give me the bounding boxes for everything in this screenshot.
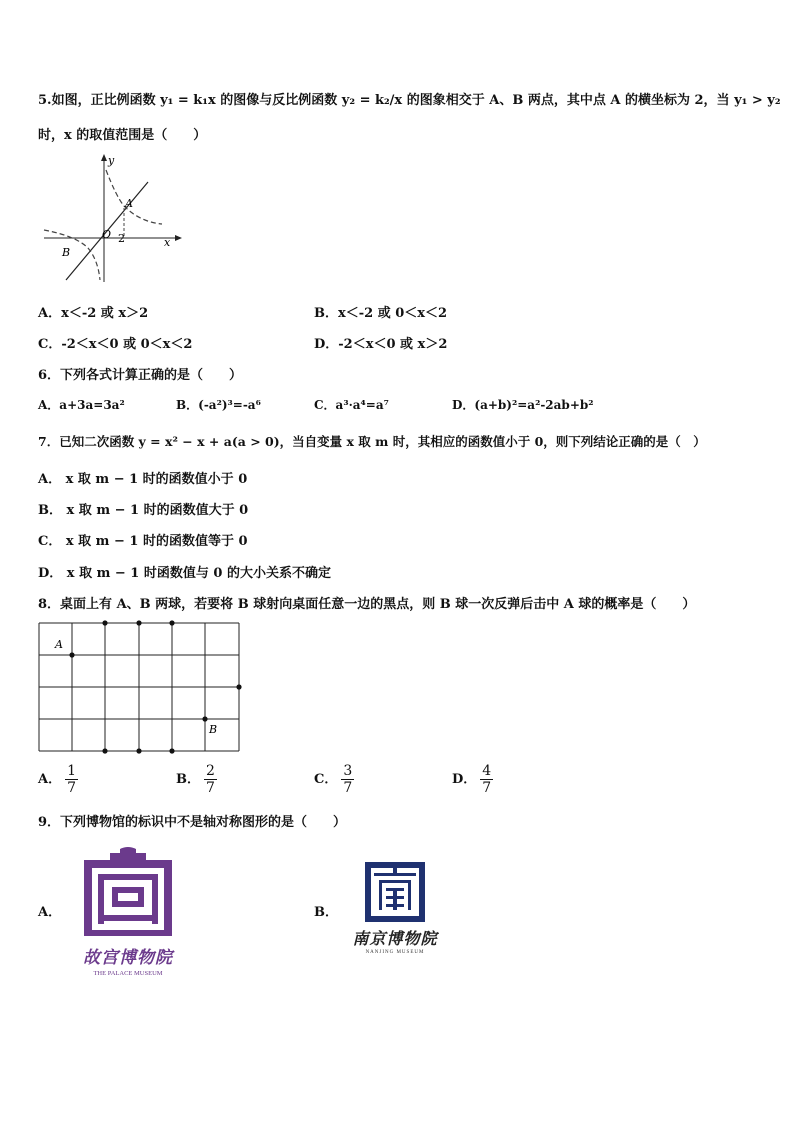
q8-option-a-fraction xyxy=(65,763,78,796)
palace-museum-cn: 故宫博物院 xyxy=(83,948,173,968)
q6-option-c[interactable]: C．a³·a⁴=a⁷ xyxy=(314,398,389,412)
q6-stem: 6．下列各式计算正确的是（ ） xyxy=(38,368,243,383)
q8-grid xyxy=(36,620,246,755)
q8-label-a: A xyxy=(55,638,63,651)
q8-option-d-num: 4 xyxy=(482,763,492,779)
nanjing-museum-cn: 南京博物院 xyxy=(352,929,438,948)
q8-option-a-den: 7 xyxy=(67,780,77,796)
nanjing-museum-logo-icon xyxy=(365,862,425,922)
q5-stem-line1: 5.如图，正比例函数 y₁ = k₁x 的图像与反比例函数 y₂ = k₂/x 的图象相交于 A、B 两点，其中点 A 的横坐标为 2，当 y₁ > y₂ xyxy=(38,93,781,108)
q5-point-b: B xyxy=(62,246,71,259)
q8-option-d-prefix: D． xyxy=(452,772,477,787)
palace-museum-logo-icon xyxy=(62,845,194,937)
q9-option-a-logo[interactable] xyxy=(62,845,194,977)
q8-option-b-den: 7 xyxy=(206,780,215,796)
q8-option-b-prefix: B． xyxy=(176,772,200,787)
q5-point-a: A xyxy=(125,197,133,210)
q5-option-c[interactable]: C．-2＜x＜0 或 0＜x＜2 xyxy=(38,337,193,352)
q6-option-d[interactable]: D．(a+b)²=a²-2ab+b² xyxy=(452,398,594,412)
q8-option-a-num: 1 xyxy=(67,763,77,779)
q5-stem-line2: 时，x 的取值范围是（ ） xyxy=(38,128,207,143)
q8-label-b: B xyxy=(209,723,218,736)
q8-option-c[interactable] xyxy=(314,763,354,796)
q8-option-b-fraction xyxy=(204,763,217,796)
q5-x-label: x xyxy=(164,236,171,249)
q8-option-b-num: 2 xyxy=(206,763,215,779)
q5-graph xyxy=(36,152,186,287)
q8-stem: 8．桌面上有 A、B 两球，若要将 B 球射向桌面任意一边的黑点，则 B 球一次反弹后击中 A 球的概率是（ ） xyxy=(38,597,696,612)
q8-option-c-den: 7 xyxy=(343,780,353,796)
q8-option-b[interactable] xyxy=(176,763,217,796)
q7-option-d[interactable]: D． x 取 m − 1 时函数值与 0 的大小关系不确定 xyxy=(38,566,331,581)
q9-stem: 9．下列博物馆的标识中不是轴对称图形的是（ ） xyxy=(38,815,347,830)
q8-option-c-fraction xyxy=(341,763,354,796)
q8-option-d-den: 7 xyxy=(482,780,492,796)
q8-option-c-prefix: C． xyxy=(314,772,338,787)
palace-museum-en: THE PALACE MUSEUM xyxy=(93,970,163,977)
q5-option-d[interactable]: D．-2＜x＜0 或 x＞2 xyxy=(314,337,448,352)
q8-option-c-num: 3 xyxy=(343,763,353,779)
q5-tick-2: 2 xyxy=(118,232,125,245)
q9-option-b-logo[interactable] xyxy=(340,862,450,957)
q5-option-b[interactable]: B．x＜-2 或 0＜x＜2 xyxy=(314,306,448,321)
q9-option-b-label[interactable]: B． xyxy=(314,905,338,920)
q5-y-label: y xyxy=(108,154,115,167)
q9-option-a-label[interactable]: A． xyxy=(38,905,62,920)
q8-option-a[interactable] xyxy=(38,763,78,796)
q7-option-b[interactable]: B． x 取 m − 1 时的函数值大于 0 xyxy=(38,503,249,518)
q5-origin-label: O xyxy=(102,228,112,241)
q7-option-a[interactable]: A． x 取 m − 1 时的函数值小于 0 xyxy=(38,472,248,487)
q7-stem: 7．已知二次函数 y = x² − x + a(a > 0)，当自变量 x 取 m 时，其相应的函数值小于 0，则下列结论正确的是（ ） xyxy=(38,434,706,449)
q6-option-a[interactable]: A．a+3a=3a² xyxy=(38,398,125,412)
q7-option-c[interactable]: C． x 取 m − 1 时的函数值等于 0 xyxy=(38,534,248,549)
q8-option-d-fraction xyxy=(480,763,493,796)
q6-option-b[interactable]: B．(-a²)³=-a⁶ xyxy=(176,398,261,412)
q8-option-d[interactable] xyxy=(452,763,493,796)
nanjing-museum-en: NANJING MUSEUM xyxy=(365,950,425,955)
q8-option-a-prefix: A． xyxy=(38,772,62,787)
q5-option-a[interactable]: A．x＜-2 或 x＞2 xyxy=(38,306,149,321)
